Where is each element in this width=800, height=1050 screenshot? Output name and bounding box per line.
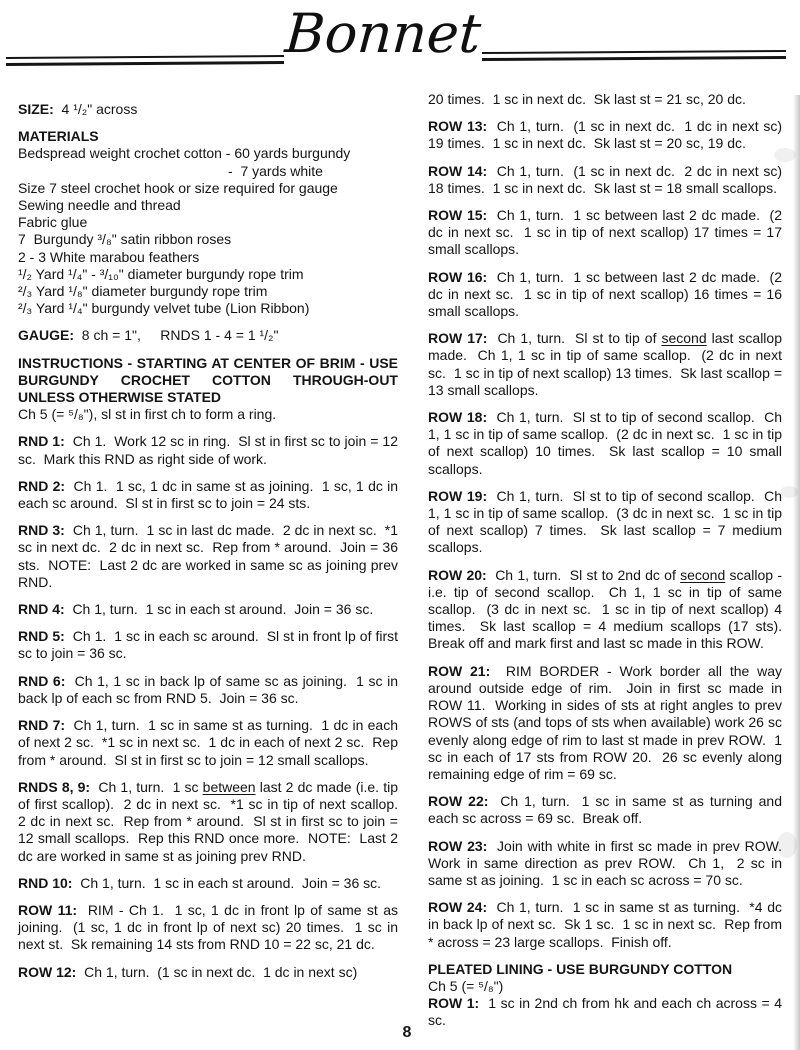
paragraph-label: GAUGE: (18, 327, 74, 344)
paragraph-label: RNDS 8, 9: (18, 778, 91, 795)
scan-edge-artifact (793, 95, 800, 1050)
rnd-1-paragraph: RND 1: Ch 1. Work 12 sc in ring. Sl st in first sc to join = 12 sc. Mark this RND as right side of work. (18, 433, 402, 467)
row-23-paragraph: ROW 23: Join with white in first sc made in prev ROW. Work in same direction as prev ROW. Ch 1, 2 sc in same st as joining. 1 sc in each sc across = 70 sc. (428, 837, 790, 888)
materials-item: 2 - 3 White marabou feathers (18, 248, 200, 265)
row-19-paragraph: ROW 19: Ch 1, turn. Sl st to tip of second scallop. Ch 1, 1 sc in tip of same scallop. (3 dc in next sc. 1 sc in tip of next scallop) 7 times. Sk last scallop = 7 medium scallops. (428, 487, 786, 556)
paragraph-label: RND 2: (18, 477, 66, 494)
paragraph-label: ROW 20: (428, 566, 487, 583)
paragraph-label: ROW 18: (428, 409, 488, 426)
size-line: SIZE: 4 ¹/₂" across (18, 101, 138, 117)
paragraph-label: ROW 12: (18, 963, 77, 980)
row-17-paragraph: ROW 17: Ch 1, turn. Sl st to tip of second last scallop made. Ch 1, 1 sc in tip of same scallop. (2 dc in next sc. 1 sc in tip of next scallop) 13 times. Sk last scallop = 13 small scallops. (428, 330, 786, 398)
row-21-paragraph: ROW 21: RIM BORDER - Work border all the way around outside edge of rim. Join in first sc made in ROW 11. Working in sides of sts at right angles to prev ROWS of sts (and tops of sts when available) work 26 sc evenly along edge of rim to last st made in prev ROW. 1 sc in each of 17 sts from ROW 20. 26 sc evenly along remaining edge of rim = 69 sc. (428, 662, 786, 782)
paragraph-label: ROW 24: (428, 899, 488, 916)
rnd-6-paragraph: RND 6: Ch 1, 1 sc in back lp of same sc as joining. 1 sc in back lp of each sc from RND 5. Join = 36 sc. (18, 672, 402, 706)
paragraph-label: RND 4: (18, 601, 65, 618)
row-24-paragraph: ROW 24: Ch 1, turn. 1 sc in same st as turning. *4 dc in back lp of next sc. Sk 1 sc. 1 sc in next sc. Rep from * across = 23 large scallops. Finish off. (428, 899, 786, 950)
row-12-continuation: 20 times. 1 sc in next dc. Sk last st = 21 sc, 20 dc. (428, 91, 746, 107)
paragraph-label: ROW 17: (428, 330, 488, 347)
underlined-term: second (680, 566, 726, 583)
ring-setup-line: Ch 5 (= ⁵/₈"), sl st in first ch to form a ring. (18, 406, 277, 423)
paragraph-label: ROW 11: (18, 901, 78, 918)
row-11-paragraph: ROW 11: RIM - Ch 1. 1 sc, 1 dc in front lp of same st as joining. (1 sc, 1 dc in front lp of next sc) 20 times. 1 sc in next st. Sk remaining 14 sts from RND 10 = 22 sc, 21 dc. (18, 901, 402, 953)
materials-item: - 7 yards white (228, 162, 323, 179)
materials-item: Fabric glue (18, 214, 88, 231)
materials-item: ¹/₂ Yard ¹/₄" - ³/₁₀" diameter burgundy rope trim (18, 265, 304, 282)
instructions-heading: INSTRUCTIONS - STARTING AT CENTER OF BRIM - USE BURGUNDY CROCHET COTTON THROUGH-OUT UNLESS OTHERWISE STATED (18, 354, 402, 406)
underlined-term: second (661, 330, 707, 347)
paragraph-label: RND 3: (18, 522, 65, 539)
pleated-lining-heading: PLEATED LINING - USE BURGUNDY COTTON (428, 960, 733, 977)
right-column (428, 91, 790, 1030)
lining-row-1-paragraph: ROW 1: 1 sc in 2nd ch from hk and each ch across = 4 sc. (428, 995, 786, 1029)
paragraph-label: ROW 13: (428, 118, 488, 135)
paragraph-label: ROW 16: (428, 268, 488, 285)
paragraph-label: RND 5: (18, 628, 65, 645)
row-15-paragraph: ROW 15: Ch 1, turn. 1 sc between last 2 dc made. (2 dc in next sc. 1 sc in tip of next scallop) 17 times = 17 small scallops. (428, 207, 786, 258)
scan-smudge (777, 832, 797, 858)
paragraph-label: ROW 19: (428, 487, 488, 504)
row-16-paragraph: ROW 16: Ch 1, turn. 1 sc between last 2 dc made. (2 dc in next sc. 1 sc in tip of next scallop) 16 times = 16 small scallops. (428, 268, 786, 320)
pattern-text (18, 91, 790, 1030)
rnd-7-paragraph: RND 7: Ch 1, turn. 1 sc in same st as turning. 1 dc in each of next 2 sc. *1 sc in next sc. 1 dc in each of next 2 sc. Rep from * around. Sl st in first sc to join = 12 small scallops. (18, 717, 402, 768)
paragraph-label: ROW 21: (428, 662, 491, 679)
materials-heading: MATERIALS (18, 128, 99, 145)
rnds-8-9-paragraph: RNDS 8, 9: Ch 1, turn. 1 sc between last 2 dc made (i.e. tip of first scallop). 2 dc in next sc. *1 sc in tip of next scallop. 2 dc in next sc. Rep from * around. Sl st in first sc to join = 12 small scallops. Rep this RND once more. NOTE: Last 2 dc are worked in same st as joining prev RND. (18, 778, 406, 864)
rnd-5-paragraph: RND 5: Ch 1. 1 sc in each sc around. Sl st in front lp of first sc to join = 36 sc. (18, 628, 402, 662)
row-14-paragraph: ROW 14: Ch 1, turn. (1 sc in next dc. 2 dc in next sc) 18 times. 1 sc in next dc. Sk last st = 18 small scallops. (428, 162, 786, 196)
page-number: 8 (402, 1024, 412, 1041)
paragraph-label: ROW 14: (428, 162, 488, 179)
pleated-ch5-line: Ch 5 (= ⁵/₈") (428, 977, 504, 994)
materials-item: Size 7 steel crochet hook or size required for gauge (18, 179, 338, 196)
materials-item: ²/₃ Yard ¹/₄" burgundy velvet tube (Lion Ribbon) (18, 300, 310, 317)
paragraph-label: ROW 15: (428, 207, 488, 224)
title-rule-right (482, 50, 786, 61)
row-12-paragraph: ROW 12: Ch 1, turn. (1 sc in next dc. 1 dc in next sc) (18, 963, 358, 980)
paragraph-label: RND 7: (18, 717, 66, 734)
paragraph-label: RND 6: (18, 672, 66, 689)
rnd-3-paragraph: RND 3: Ch 1, turn. 1 sc in last dc made. 2 dc in next sc. *1 sc in next dc. 2 dc in next sc. Rep from * around. Join = 36 sts. NOTE: Last 2 dc are worked in same sc as joining prev RND. (18, 522, 402, 590)
left-column (18, 91, 406, 1030)
materials-item: ²/₃ Yard ¹/₈" diameter burgundy rope trim (18, 283, 268, 300)
rnd-2-paragraph: RND 2: Ch 1. 1 sc, 1 dc in same st as joining. 1 sc, 1 dc in each sc around. Sl st in first sc to join = 24 sts. (18, 477, 402, 512)
row-20-paragraph: ROW 20: Ch 1, turn. Sl st to 2nd dc of second scallop - i.e. tip of second scallop. Ch 1, 1 sc in tip of same scallop. (3 dc in next sc. 1 sc in tip of next scallop) 4 times. Sk last scallop = 4 medium scallops (17 sts). Break off and mark first and last sc made in this ROW. (428, 566, 790, 652)
materials-item: 7 Burgundy ³/₈" satin ribbon roses (18, 231, 232, 248)
row-22-paragraph: ROW 22: Ch 1, turn. 1 sc in same st as turning and each sc across = 69 sc. Break off. (428, 793, 786, 827)
title-rule-left (6, 55, 284, 66)
page-title: Bonnet (283, 2, 483, 65)
scan-smudge (774, 148, 796, 162)
paragraph-label: ROW 22: (428, 793, 489, 810)
gauge-line: GAUGE: 8 ch = 1", RNDS 1 - 4 = 1 ¹/₂" (18, 327, 279, 344)
paragraph-label: ROW 1: (428, 995, 480, 1012)
rnd-10-paragraph: RND 10: Ch 1, turn. 1 sc in each st around. Join = 36 sc. (18, 874, 382, 891)
row-13-paragraph: ROW 13: Ch 1, turn. (1 sc in next dc. 1 dc in next sc) 19 times. 1 sc in next dc. Sk last st = 20 sc, 19 dc. (428, 118, 786, 152)
scan-smudge (780, 486, 798, 498)
row-18-paragraph: ROW 18: Ch 1, turn. Sl st to tip of second scallop. Ch 1, 1 sc in tip of same scallop. (2 dc in next sc. 1 sc in tip of next scallop) 10 times. Sk last scallop = 10 small scallops. (428, 409, 786, 477)
paragraph-label: RND 1: (18, 433, 65, 450)
underlined-term: between (202, 778, 256, 795)
materials-item: Bedspread weight crochet cotton - 60 yards burgundy (18, 145, 351, 162)
materials-item: Sewing needle and thread (18, 197, 181, 214)
paragraph-label: ROW 23: (428, 837, 488, 854)
paragraph-label: RND 10: (18, 874, 73, 891)
paragraph-label: SIZE: (18, 101, 54, 117)
masthead (0, 0, 800, 88)
rnd-4-paragraph: RND 4: Ch 1, turn. 1 sc in each st around. Join = 36 sc. (18, 601, 374, 618)
